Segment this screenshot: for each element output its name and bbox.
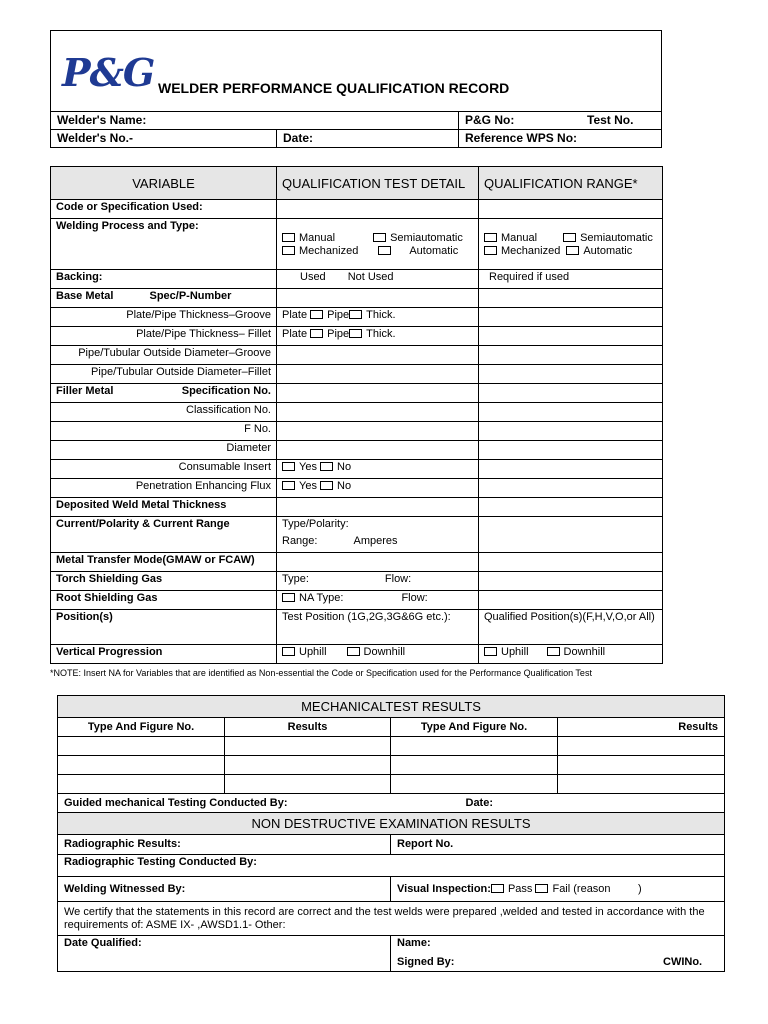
- table-row: [51, 460, 663, 479]
- od-fillet-label: Pipe/Tubular Outside Diameter–Fillet: [51, 365, 277, 384]
- manual-checkbox[interactable]: [282, 233, 295, 242]
- table-row: [58, 936, 725, 972]
- table-row: [51, 219, 663, 270]
- plate-label: Plate: [282, 309, 308, 321]
- uphill-checkbox[interactable]: [282, 647, 295, 656]
- cell[interactable]: [58, 756, 225, 775]
- consumable-insert-label: Consumable Insert: [51, 460, 277, 479]
- pipe-checkbox[interactable]: [349, 310, 362, 319]
- divider: [50, 111, 662, 112]
- cell[interactable]: [277, 200, 479, 219]
- process-range-cell: [479, 219, 663, 270]
- thick-label: Thick.: [366, 309, 396, 321]
- cell[interactable]: [58, 737, 225, 756]
- table-row: [51, 610, 663, 645]
- col-results: Results: [225, 718, 391, 737]
- welders-no-label: Welder's No.-: [57, 131, 133, 145]
- table-header-row: [51, 167, 663, 200]
- thickness-groove-test: [277, 308, 479, 327]
- pipe-checkbox[interactable]: [349, 329, 362, 338]
- table-row: [51, 365, 663, 384]
- no-label: No: [337, 461, 352, 473]
- cell[interactable]: [558, 756, 725, 775]
- plate-checkbox[interactable]: [310, 329, 323, 338]
- cell[interactable]: [225, 737, 391, 756]
- cell[interactable]: [479, 572, 663, 591]
- pg-logo: P&G: [62, 50, 155, 95]
- diameter-label: Diameter: [51, 441, 277, 460]
- torch-gas-test: [277, 572, 479, 591]
- test-detail-header: QUALIFICATION TEST DETAIL: [277, 167, 479, 200]
- pipe-label: Pipe: [327, 328, 350, 340]
- witnessed-by: Welding Witnessed By:: [58, 877, 391, 902]
- cell[interactable]: [277, 289, 479, 308]
- table-row: [51, 384, 663, 403]
- variables-table: [50, 166, 663, 664]
- table-row: [51, 422, 663, 441]
- table-row: [51, 308, 663, 327]
- visual-label: Visual Inspection:: [397, 882, 491, 895]
- date-label: Date:: [283, 131, 314, 145]
- table-row: [51, 289, 663, 308]
- manual-label: Manual: [501, 232, 538, 244]
- mech-title-row: [58, 696, 725, 718]
- cell[interactable]: [479, 553, 663, 572]
- guided-date-label: Date:: [465, 796, 494, 809]
- backing-label: Backing:: [51, 270, 277, 289]
- cell[interactable]: [479, 200, 663, 219]
- downhill-label: Downhill: [563, 646, 606, 658]
- cell[interactable]: [479, 422, 663, 441]
- downhill-label: Downhill: [363, 646, 406, 658]
- cell[interactable]: [479, 289, 663, 308]
- nde-title-row: [58, 813, 725, 835]
- plate-label: Plate: [282, 328, 308, 340]
- divider: [276, 129, 277, 148]
- flow-label: Flow:: [401, 592, 428, 604]
- table-row: [58, 835, 725, 855]
- penetration-flux-label: Penetration Enhancing Flux: [51, 479, 277, 498]
- cell[interactable]: [225, 756, 391, 775]
- type-label: Type:: [282, 573, 309, 585]
- table-row: [58, 775, 725, 794]
- cell[interactable]: [277, 422, 479, 441]
- cell[interactable]: [479, 479, 663, 498]
- root-gas-label: Root Shielding Gas: [51, 591, 277, 610]
- yes-label: Yes: [299, 480, 317, 492]
- semiautomatic-checkbox[interactable]: [563, 233, 576, 242]
- table-row: [51, 572, 663, 591]
- table-row: [58, 902, 725, 936]
- divider: [50, 129, 662, 130]
- no-checkbox[interactable]: [320, 481, 333, 490]
- cell[interactable]: [479, 308, 663, 327]
- table-row: [58, 855, 725, 877]
- cell[interactable]: [558, 737, 725, 756]
- filler-metal-text: Filler Metal: [56, 385, 114, 397]
- cell[interactable]: [479, 403, 663, 422]
- cell[interactable]: [479, 346, 663, 365]
- used-label: Used: [300, 271, 326, 283]
- cell[interactable]: [277, 441, 479, 460]
- uphill-label: Uphill: [501, 646, 529, 658]
- cwino-label: CWINo.: [663, 956, 703, 968]
- table-row: [51, 346, 663, 365]
- semiautomatic-label: Semiautomatic: [580, 232, 653, 244]
- manual-checkbox[interactable]: [484, 233, 497, 242]
- cell[interactable]: [479, 460, 663, 479]
- cell[interactable]: [277, 384, 479, 403]
- cell[interactable]: [479, 517, 663, 553]
- uphill-checkbox[interactable]: [484, 647, 497, 656]
- test-position-cell: Test Position (1G,2G,3G&6G etc.):: [277, 610, 479, 645]
- amperes-label: Amperes: [353, 535, 398, 547]
- guided-cell: [58, 794, 725, 813]
- deposited-label: Deposited Weld Metal Thickness: [51, 498, 277, 517]
- cell[interactable]: [277, 403, 479, 422]
- guided-label: Guided mechanical Testing Conducted By:: [64, 796, 288, 809]
- flow-label: Flow:: [384, 573, 412, 585]
- nde-title: NON DESTRUCTIVE EXAMINATION RESULTS: [58, 813, 725, 835]
- no-label: No: [337, 480, 352, 492]
- current-test: [277, 517, 479, 553]
- pass-checkbox[interactable]: [491, 884, 504, 893]
- metal-transfer-label: Metal Transfer Mode(GMAW or FCAW): [51, 553, 277, 572]
- no-checkbox[interactable]: [320, 462, 333, 471]
- pass-label: Pass: [507, 882, 533, 895]
- form-title: WELDER PERFORMANCE QUALIFICATION RECORD: [158, 80, 510, 96]
- signature-cell: [391, 936, 725, 972]
- cell[interactable]: [277, 365, 479, 384]
- required-if-used-label: Required if used: [489, 271, 570, 283]
- consumable-insert-test: [277, 460, 479, 479]
- pipe-label: Pipe: [327, 309, 350, 321]
- spec-no-text: Specification No.: [181, 385, 271, 397]
- rt-by: Radiographic Testing Conducted By:: [58, 855, 725, 877]
- automatic-checkbox[interactable]: [566, 246, 579, 255]
- cell[interactable]: [391, 737, 558, 756]
- semiautomatic-checkbox[interactable]: [373, 233, 386, 242]
- cell[interactable]: [58, 775, 225, 794]
- current-label: Current/Polarity & Current Range: [51, 517, 277, 553]
- ref-wps-label: Reference WPS No:: [465, 131, 578, 145]
- yes-checkbox[interactable]: [282, 462, 295, 471]
- base-metal-label: [51, 289, 277, 308]
- welding-process-label: Welding Process and Type:: [51, 219, 277, 270]
- test-no-label: Test No.: [587, 113, 634, 127]
- cell[interactable]: [225, 775, 391, 794]
- radiographic-results: Radiographic Results:: [58, 835, 391, 855]
- manual-label: Manual: [299, 232, 336, 244]
- semiautomatic-label: Semiautomatic: [390, 232, 463, 244]
- not-used-label: Not Used: [347, 271, 394, 283]
- mechanized-label: Mechanized: [299, 245, 359, 257]
- mechanized-label: Mechanized: [501, 245, 561, 257]
- range-header: QUALIFICATION RANGE*: [479, 167, 663, 200]
- od-groove-label: Pipe/Tubular Outside Diameter–Groove: [51, 346, 277, 365]
- uphill-label: Uphill: [299, 646, 327, 658]
- table-row: [51, 591, 663, 610]
- table-row: [51, 553, 663, 572]
- code-spec-label: Code or Specification Used:: [51, 200, 277, 219]
- yes-checkbox[interactable]: [282, 481, 295, 490]
- table-row: [51, 479, 663, 498]
- mech-title: MECHANICALTEST RESULTS: [58, 696, 725, 718]
- fail-checkbox[interactable]: [535, 884, 548, 893]
- torch-gas-label: Torch Shielding Gas: [51, 572, 277, 591]
- cell[interactable]: [558, 775, 725, 794]
- na-type-label: NA Type:: [299, 592, 344, 604]
- visual-inspection-cell: [391, 877, 725, 902]
- fail-label: Fail (reason ): [552, 882, 642, 895]
- table-row: [51, 517, 663, 553]
- mechanized-checkbox[interactable]: [282, 246, 295, 255]
- vertical-label: Vertical Progression: [51, 645, 277, 664]
- col-type-figure: Type And Figure No.: [58, 718, 225, 737]
- thick-label: Thick.: [366, 328, 396, 340]
- col-results: Results: [558, 718, 725, 737]
- downhill-checkbox[interactable]: [547, 647, 560, 656]
- certify-text: We certify that the statements in this record are correct and the test welds were prepared ,welded and tested in accordance with the requirements of: ASME IX- ,AWSD1.1- Other:: [58, 902, 725, 936]
- backing-test-cell: [277, 270, 479, 289]
- table-row: [51, 498, 663, 517]
- variable-header: VARIABLE: [51, 167, 277, 200]
- guided-row: [58, 794, 725, 813]
- type-polarity-label: Type/Polarity:: [282, 518, 349, 530]
- cell[interactable]: [391, 756, 558, 775]
- mech-header-row: [58, 718, 725, 737]
- qualified-position-cell: Qualified Position(s)(F,H,V,O,or All): [479, 610, 663, 645]
- note-text: *NOTE: Insert NA for Variables that are identified as Non-essential the Code or Specification used for the Performance Qualification Test: [50, 668, 592, 678]
- na-checkbox[interactable]: [282, 593, 295, 602]
- divider: [458, 111, 459, 148]
- cell[interactable]: [479, 441, 663, 460]
- table-row: [51, 645, 663, 664]
- welders-name-label: Welder's Name:: [57, 113, 147, 127]
- report-no: Report No.: [391, 835, 725, 855]
- table-row: [51, 403, 663, 422]
- f-no-label: F No.: [51, 422, 277, 441]
- table-row: [51, 270, 663, 289]
- filler-metal-label: [51, 384, 277, 403]
- mechanized-checkbox[interactable]: [484, 246, 497, 255]
- table-row: [58, 756, 725, 775]
- process-test-cell: [277, 219, 479, 270]
- table-row: [51, 327, 663, 346]
- cell[interactable]: [479, 327, 663, 346]
- penetration-flux-test: [277, 479, 479, 498]
- cell[interactable]: [479, 384, 663, 403]
- signed-by-label: Signed By:: [397, 956, 455, 968]
- thickness-groove-label: Plate/Pipe Thickness–Groove: [51, 308, 277, 327]
- yes-label: Yes: [299, 461, 317, 473]
- range-label: Range:: [282, 535, 318, 547]
- cell[interactable]: [479, 365, 663, 384]
- col-type-figure: Type And Figure No.: [391, 718, 558, 737]
- table-row: [58, 737, 725, 756]
- pg-no-label: P&G No:: [465, 113, 515, 127]
- automatic-checkbox[interactable]: [378, 246, 391, 255]
- cell[interactable]: [277, 346, 479, 365]
- plate-checkbox[interactable]: [310, 310, 323, 319]
- cell[interactable]: [277, 498, 479, 517]
- cell[interactable]: [277, 553, 479, 572]
- automatic-label: Automatic: [409, 245, 459, 257]
- table-row: [51, 441, 663, 460]
- results-table: [57, 695, 725, 972]
- automatic-label: Automatic: [583, 245, 633, 257]
- thickness-fillet-label: Plate/Pipe Thickness– Fillet: [51, 327, 277, 346]
- root-gas-test: [277, 591, 479, 610]
- class-no-label: Classification No.: [51, 403, 277, 422]
- table-row: [58, 877, 725, 902]
- base-metal-text: Base Metal: [56, 290, 114, 302]
- downhill-checkbox[interactable]: [347, 647, 360, 656]
- spec-pnumber-text: Spec/P-Number: [149, 290, 232, 302]
- thickness-fillet-test: [277, 327, 479, 346]
- cell[interactable]: [479, 498, 663, 517]
- backing-range-cell: [479, 270, 663, 289]
- cell[interactable]: [391, 775, 558, 794]
- date-qualified: Date Qualified:: [58, 936, 391, 972]
- table-row: [51, 200, 663, 219]
- name-label: Name:: [397, 937, 431, 949]
- positions-label: Position(s): [51, 610, 277, 645]
- vertical-range: [479, 645, 663, 664]
- vertical-test: [277, 645, 479, 664]
- cell[interactable]: [479, 591, 663, 610]
